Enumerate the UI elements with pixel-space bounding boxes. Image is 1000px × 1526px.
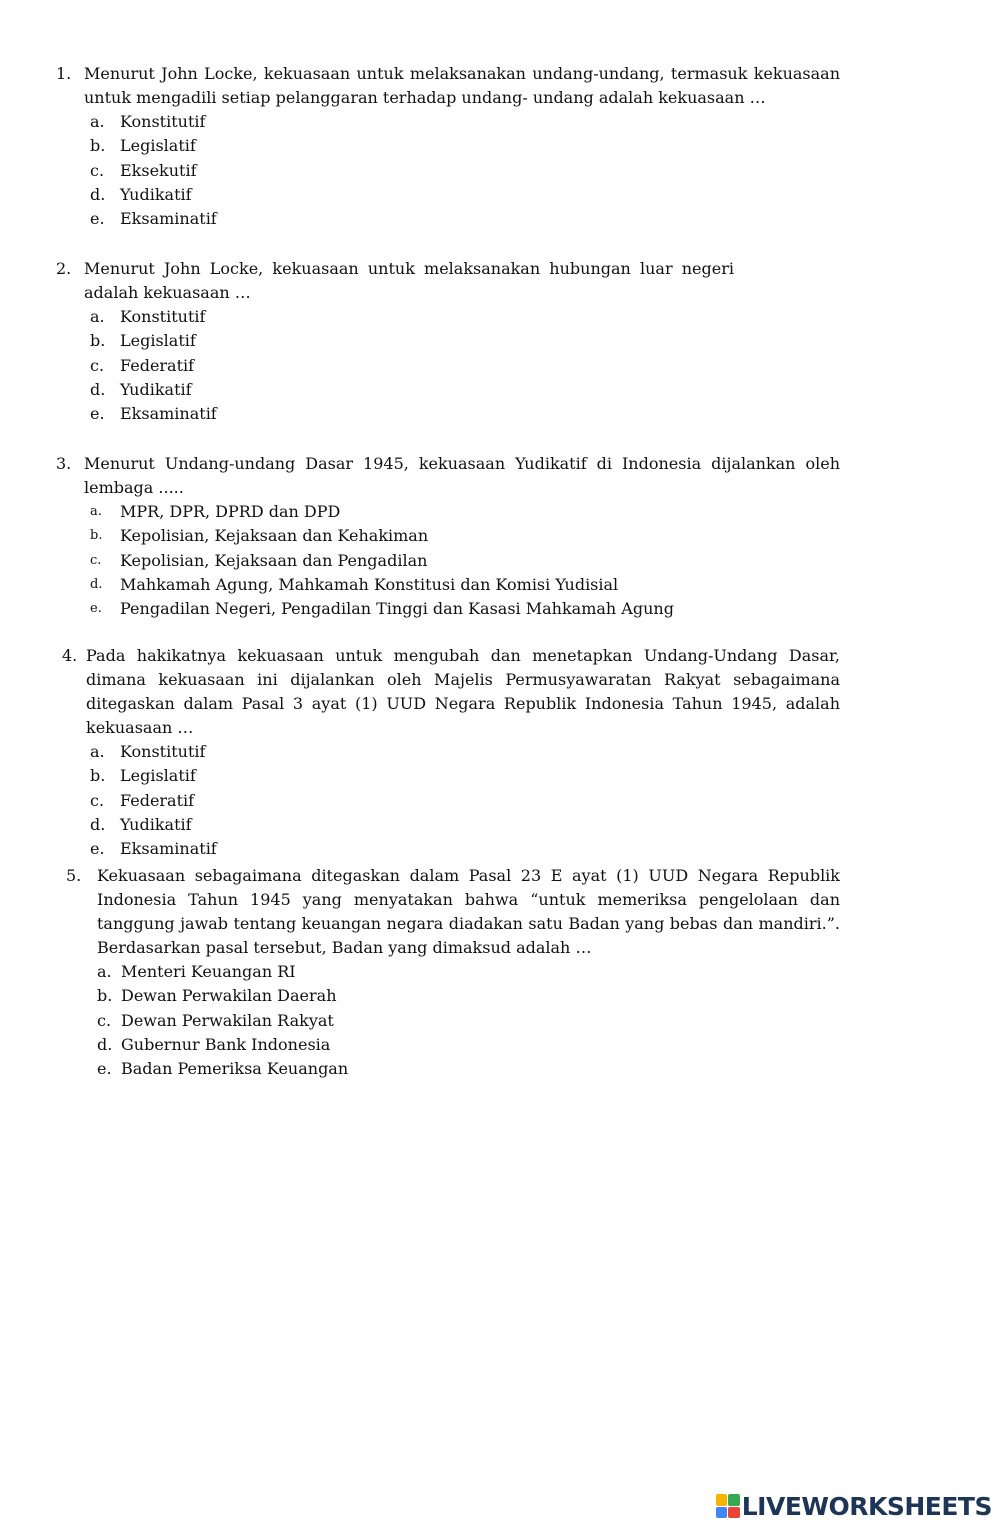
option-letter: c. xyxy=(90,552,102,568)
option-text: Konstitutif xyxy=(120,307,206,327)
option-d[interactable] xyxy=(56,378,840,402)
option-text: Mahkamah Agung, Mahkamah Konstitusi dan Komisi Yudisial xyxy=(120,575,619,595)
question-5 xyxy=(66,864,840,1081)
option-text: Yudikatif xyxy=(120,380,192,400)
question-number: 4. xyxy=(62,646,78,665)
question-1 xyxy=(56,62,840,231)
option-text: Federatif xyxy=(120,790,195,810)
option-letter: e. xyxy=(90,404,105,424)
option-text: Eksekutif xyxy=(120,160,197,180)
option-b[interactable] xyxy=(66,984,840,1008)
option-letter: e. xyxy=(90,839,105,859)
option-text: MPR, DPR, DPRD dan DPD xyxy=(120,502,341,522)
question-2 xyxy=(56,257,840,426)
option-list xyxy=(56,305,840,426)
option-list xyxy=(66,960,840,1081)
option-e[interactable] xyxy=(66,1057,840,1081)
brand-text: LIVEWORKSHEETS xyxy=(741,1491,992,1521)
option-letter: a. xyxy=(90,504,102,520)
option-c[interactable] xyxy=(62,789,840,813)
option-c[interactable] xyxy=(66,1009,840,1033)
option-a[interactable] xyxy=(62,740,840,764)
question-number: 5. xyxy=(66,866,82,885)
liveworksheets-logo-icon xyxy=(716,1494,740,1518)
option-text: Badan Pemeriksa Keuangan xyxy=(121,1059,349,1079)
question-number: 3. xyxy=(56,454,72,473)
option-c[interactable] xyxy=(56,159,840,183)
option-letter: a. xyxy=(90,742,105,762)
option-text: Kepolisian, Kejaksaan dan Pengadilan xyxy=(120,550,428,570)
option-letter: c. xyxy=(90,355,105,375)
option-text: Konstitutif xyxy=(120,112,206,132)
option-c[interactable] xyxy=(56,354,840,378)
option-letter: c. xyxy=(90,160,105,180)
option-d[interactable] xyxy=(66,1033,840,1057)
question-text: Menurut John Locke, kekuasaan untuk melaksanakan hubungan luar negeri adalah kekuasaan … xyxy=(84,259,734,302)
option-text: Dewan Perwakilan Rakyat xyxy=(121,1010,334,1030)
option-text: Eksaminatif xyxy=(120,839,217,859)
option-d[interactable] xyxy=(56,183,840,207)
question-text: Kekuasaan sebagaimana ditegaskan dalam Pasal 23 E ayat (1) UUD Negara Republik Indonesia Tahun 1945 yang menyatakan bahwa “untuk memeriksa pengelolaan dan tanggung jawab tentang keuangan negara diadakan satu Badan yang bebas dan mandiri.”. Berdasarkan pasal tersebut, Badan yang dimaksud adalah … xyxy=(97,866,840,957)
option-text: Kepolisian, Kejaksaan dan Kehakiman xyxy=(120,526,429,546)
option-a[interactable] xyxy=(56,305,840,329)
logo-square xyxy=(728,1507,740,1519)
option-letter: d. xyxy=(90,185,106,205)
option-text: Legislatif xyxy=(120,136,196,156)
logo-square xyxy=(716,1494,728,1506)
question-number: 2. xyxy=(56,259,72,278)
option-c[interactable] xyxy=(56,549,840,573)
option-d[interactable] xyxy=(56,573,840,597)
option-text: Eksaminatif xyxy=(120,209,217,229)
option-list xyxy=(56,110,840,231)
option-text: Legislatif xyxy=(120,766,196,786)
option-b[interactable] xyxy=(56,329,840,353)
question-text: Menurut Undang-undang Dasar 1945, kekuasaan Yudikatif di Indonesia dijalankan oleh lembaga ..... xyxy=(84,454,840,497)
option-b[interactable] xyxy=(56,524,840,548)
option-d[interactable] xyxy=(62,813,840,837)
option-letter: d. xyxy=(97,1035,113,1055)
question-3 xyxy=(56,452,840,621)
option-letter: b. xyxy=(97,986,113,1006)
option-list xyxy=(56,500,840,621)
option-text: Pengadilan Negeri, Pengadilan Tinggi dan Kasasi Mahkamah Agung xyxy=(120,599,674,619)
option-text: Yudikatif xyxy=(120,185,192,205)
option-text: Konstitutif xyxy=(120,742,206,762)
option-letter: d. xyxy=(90,380,106,400)
option-text: Federatif xyxy=(120,355,195,375)
logo-square xyxy=(716,1507,728,1519)
option-letter: e. xyxy=(90,209,105,229)
liveworksheets-brand xyxy=(716,1491,992,1521)
logo-square xyxy=(728,1494,740,1506)
option-text: Gubernur Bank Indonesia xyxy=(121,1035,331,1055)
option-e[interactable] xyxy=(56,597,840,621)
option-letter: d. xyxy=(90,815,106,835)
question-number: 1. xyxy=(56,64,72,83)
question-4 xyxy=(62,644,840,861)
option-b[interactable] xyxy=(62,764,840,788)
option-letter: b. xyxy=(90,766,106,786)
option-letter: a. xyxy=(97,962,112,982)
option-text: Eksaminatif xyxy=(120,404,217,424)
option-text: Dewan Perwakilan Daerah xyxy=(121,986,337,1006)
option-letter: e. xyxy=(90,601,102,617)
option-list xyxy=(62,740,840,861)
option-b[interactable] xyxy=(56,134,840,158)
option-letter: a. xyxy=(90,112,105,132)
option-letter: b. xyxy=(90,331,106,351)
option-text: Yudikatif xyxy=(120,815,192,835)
option-a[interactable] xyxy=(56,110,840,134)
option-a[interactable] xyxy=(66,960,840,984)
option-text: Legislatif xyxy=(120,331,196,351)
question-text: Pada hakikatnya kekuasaan untuk mengubah dan menetapkan Undang-Undang Dasar, dimana kekuasaan ini dijalankan oleh Majelis Permusyawaratan Rakyat sebagaimana ditegaskan dalam Pasal 3 ayat (1) UUD Negara Republik Indonesia Tahun 1945, adalah kekuasaan … xyxy=(86,646,840,737)
option-e[interactable] xyxy=(62,837,840,861)
option-letter: d. xyxy=(90,577,103,593)
option-e[interactable] xyxy=(56,207,840,231)
option-letter: b. xyxy=(90,136,106,156)
option-letter: a. xyxy=(90,307,105,327)
option-text: Menteri Keuangan RI xyxy=(121,962,296,982)
option-letter: b. xyxy=(90,528,103,544)
option-letter: c. xyxy=(97,1010,112,1030)
option-letter: c. xyxy=(90,790,105,810)
option-a[interactable] xyxy=(56,500,840,524)
option-letter: e. xyxy=(97,1059,112,1079)
question-text: Menurut John Locke, kekuasaan untuk melaksanakan undang-undang, termasuk kekuasaan untuk mengadili setiap pelanggaran terhadap undang- undang adalah kekuasaan … xyxy=(84,64,840,107)
option-e[interactable] xyxy=(56,402,840,426)
